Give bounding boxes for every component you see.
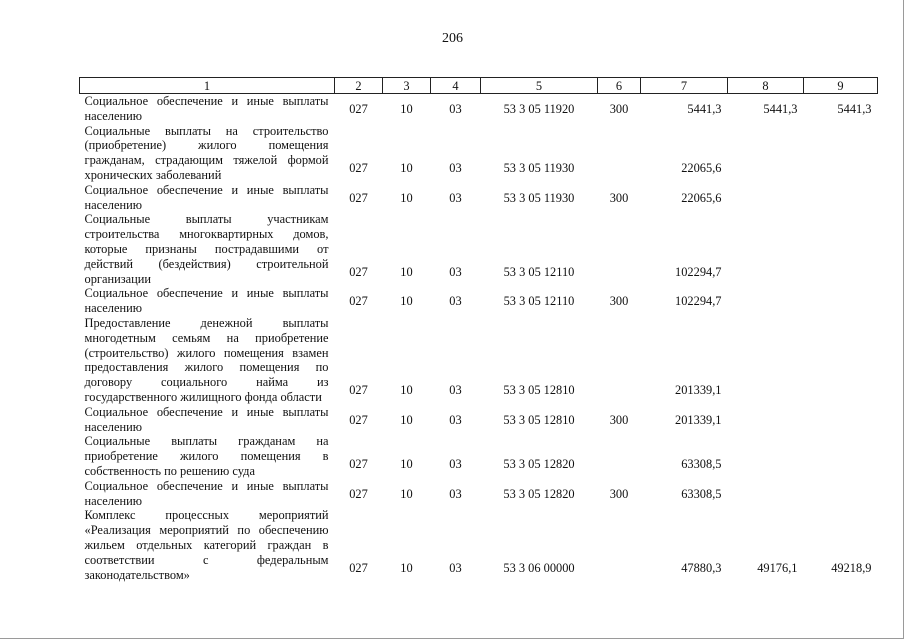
row-target: 53 3 05 11930 <box>503 190 575 205</box>
row-year1: 47880,3 <box>681 560 722 575</box>
row-target: 53 3 05 11930 <box>503 160 575 175</box>
row-ministry: 027 <box>349 456 368 471</box>
row-target: 53 3 05 12820 <box>503 486 575 501</box>
row-section: 10 <box>400 412 413 427</box>
row-subsection: 03 <box>449 486 462 501</box>
row-year2 <box>728 212 804 286</box>
table-row <box>80 508 878 582</box>
row-section: 10 <box>400 160 413 175</box>
row-year3 <box>804 479 878 509</box>
row-type: 300 <box>609 486 629 501</box>
page-number: 206 <box>442 31 463 46</box>
row-year2 <box>728 434 804 478</box>
row-type <box>598 434 641 478</box>
row-type: 300 <box>609 294 629 309</box>
column-header: 8 <box>728 78 804 94</box>
row-year3: 5441,3 <box>837 101 872 116</box>
row-subsection: 03 <box>449 264 462 279</box>
row-year1: 102294,7 <box>675 294 722 309</box>
row-ministry: 027 <box>349 560 368 575</box>
row-subsection: 03 <box>449 382 462 397</box>
row-year2: 5441,3 <box>763 101 798 116</box>
row-target: 53 3 05 12810 <box>503 382 575 397</box>
row-year2 <box>728 124 804 183</box>
budget-table <box>79 77 878 582</box>
row-year2 <box>728 286 804 316</box>
row-name: Социальное обеспечение и иные выплаты населению <box>84 286 329 316</box>
row-target: 53 3 05 12810 <box>503 412 575 427</box>
row-target: 53 3 06 00000 <box>503 560 575 575</box>
row-year3: 49218,9 <box>831 560 872 575</box>
column-header: 3 <box>383 78 431 94</box>
row-year2 <box>728 183 804 213</box>
row-year2 <box>728 405 804 435</box>
row-section: 10 <box>400 294 413 309</box>
row-year3 <box>804 434 878 478</box>
row-type <box>598 508 641 582</box>
row-subsection: 03 <box>449 456 462 471</box>
row-name: Социальное обеспечение и иные выплаты населению <box>84 404 329 434</box>
column-header: 5 <box>481 78 598 94</box>
table-row <box>80 316 878 405</box>
row-year3 <box>804 405 878 435</box>
table-row <box>80 94 878 124</box>
row-subsection: 03 <box>449 160 462 175</box>
row-year3 <box>804 286 878 316</box>
row-year1: 102294,7 <box>675 264 722 279</box>
column-header: 9 <box>804 78 878 94</box>
row-year1: 5441,3 <box>687 101 722 116</box>
row-year1: 22065,6 <box>681 190 722 205</box>
table-row <box>80 212 878 286</box>
table-row <box>80 434 878 478</box>
row-section: 10 <box>400 264 413 279</box>
row-subsection: 03 <box>449 190 462 205</box>
row-target: 53 3 05 11920 <box>503 101 575 116</box>
table-row <box>80 286 878 316</box>
row-section: 10 <box>400 486 413 501</box>
table-row <box>80 479 878 509</box>
row-name: Социальное обеспечение и иные выплаты населению <box>84 94 329 123</box>
row-section: 10 <box>400 456 413 471</box>
row-type: 300 <box>609 190 629 205</box>
row-year3 <box>804 316 878 405</box>
row-type <box>598 212 641 286</box>
row-ministry: 027 <box>349 160 368 175</box>
row-target: 53 3 05 12110 <box>503 294 575 309</box>
row-year1: 63308,5 <box>681 486 722 501</box>
row-subsection: 03 <box>449 101 462 116</box>
table-row <box>80 183 878 213</box>
row-name: Социальные выплаты гражданам на приобретение жилого помещения в собственность по решению суда <box>84 434 329 478</box>
row-name: Социальные выплаты на строительство (приобретение) жилого помещения гражданам, страдающим тяжелой формой хронических заболеваний <box>84 123 329 182</box>
row-year3 <box>804 124 878 183</box>
row-target: 53 3 05 12110 <box>503 264 575 279</box>
row-type <box>598 316 641 405</box>
row-year1: 22065,6 <box>681 160 722 175</box>
row-ministry: 027 <box>349 412 368 427</box>
row-section: 10 <box>400 382 413 397</box>
row-ministry: 027 <box>349 264 368 279</box>
row-target: 53 3 05 12820 <box>503 456 575 471</box>
row-type: 300 <box>609 101 629 116</box>
column-header: 7 <box>641 78 728 94</box>
column-header: 2 <box>335 78 383 94</box>
row-name: Предоставление денежной выплаты многодетным семьям на приобретение (строительство) жилого помещения взамен предоставления жилого помещения по договору социального найма из государственного жилищного фонда области <box>84 315 329 404</box>
row-year2 <box>728 479 804 509</box>
row-year2 <box>728 316 804 405</box>
row-subsection: 03 <box>449 560 462 575</box>
row-section: 10 <box>400 560 413 575</box>
row-name: Социальные выплаты участникам строительства многоквартирных домов, которые признаны пострадавшими от действий (бездействия) строительной организации <box>84 212 329 286</box>
row-year3 <box>804 212 878 286</box>
row-subsection: 03 <box>449 412 462 427</box>
row-year1: 201339,1 <box>675 412 722 427</box>
row-type <box>598 124 641 183</box>
table-row <box>80 124 878 183</box>
row-name: Комплекс процессных мероприятий «Реализация мероприятий по обеспечению жильем отдельных категорий граждан в соответствии с федеральным законодательством» <box>84 508 329 582</box>
row-year1: 201339,1 <box>675 382 722 397</box>
row-name: Социальное обеспечение и иные выплаты населению <box>84 182 329 212</box>
row-subsection: 03 <box>449 294 462 309</box>
row-section: 10 <box>400 190 413 205</box>
row-name: Социальное обеспечение и иные выплаты населению <box>84 478 329 508</box>
row-year2: 49176,1 <box>757 560 798 575</box>
row-ministry: 027 <box>349 486 368 501</box>
row-section: 10 <box>400 101 413 116</box>
row-ministry: 027 <box>349 382 368 397</box>
column-header: 6 <box>598 78 641 94</box>
row-type: 300 <box>609 412 629 427</box>
table-row <box>80 405 878 435</box>
column-header: 1 <box>80 78 335 94</box>
table-body <box>80 94 878 583</box>
row-ministry: 027 <box>349 190 368 205</box>
row-year1: 63308,5 <box>681 456 722 471</box>
header-row <box>80 78 878 94</box>
row-ministry: 027 <box>349 101 368 116</box>
row-ministry: 027 <box>349 294 368 309</box>
column-header: 4 <box>431 78 481 94</box>
row-year3 <box>804 183 878 213</box>
